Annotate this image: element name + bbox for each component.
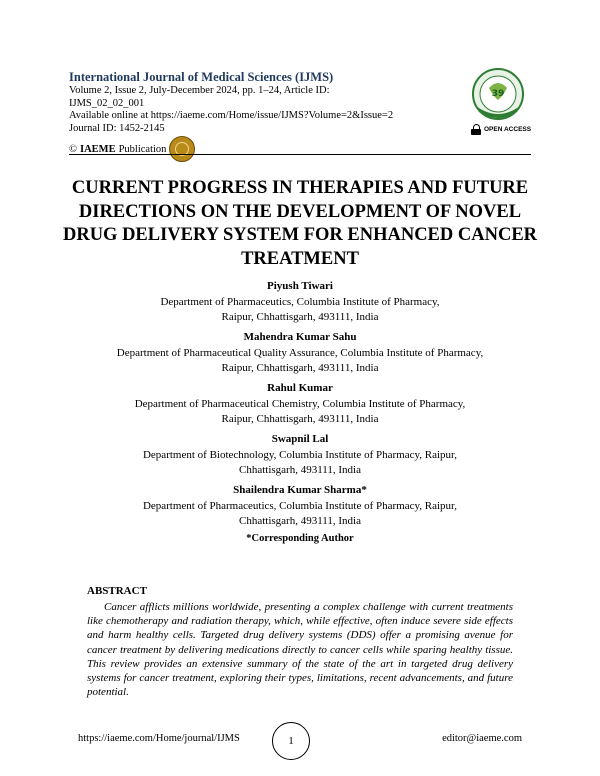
author-block [60,432,540,477]
footer-journal-url[interactable]: https://iaeme.com/Home/journal/IJMS [78,733,240,744]
author-location: Raipur, Chhattisgarh, 493111, India [221,361,379,374]
author-block [60,330,540,375]
journal-id: Journal ID: 1452-2145 [69,122,165,134]
publisher-line [69,136,195,162]
author-name: Piyush Tiwari [267,280,333,292]
journal-header [69,69,399,135]
footer-email[interactable]: editor@iaeme.com [442,733,522,744]
author-location: Raipur, Chhattisgarh, 493111, India [221,310,379,323]
header-divider [69,154,531,155]
lock-icon [471,124,481,135]
author-affiliation: Department of Pharmaceutics, Columbia Institute of Pharmacy, [160,296,440,308]
journal-logo-icon [467,66,529,122]
author-block [60,483,540,528]
author-name: Shailendra Kumar Sharma* [233,484,367,496]
copyright-symbol: © [69,143,77,155]
author-affiliation: Department of Pharmaceutical Quality Assurance, Columbia Institute of Pharmacy, [116,347,484,359]
author-affiliation: Department of Biotechnology, Columbia Institute of Pharmacy, Raipur, [142,449,457,461]
corresponding-author-note: *Corresponding Author [246,533,354,544]
page-number: 1 [272,722,310,760]
author-name: Mahendra Kumar Sahu [243,331,357,343]
author-location: Raipur, Chhattisgarh, 493111, India [221,412,379,425]
paper-title: CURRENT PROGRESS IN THERAPIES AND FUTURE DIRECTIONS ON THE DEVELOPMENT OF NOVEL DRUG DELIVERY SYSTEM FOR ENHANCED CANCER TREATMENT [62,178,538,269]
abstract-heading: ABSTRACT [87,585,147,597]
author-location: Chhattisgarh, 493111, India [239,463,361,476]
open-access-badge [471,124,531,135]
author-list [60,279,540,546]
publisher-suffix: Publication [118,143,167,155]
abstract-section [87,585,513,699]
journal-title: International Journal of Medical Sciences (IJMS) [69,70,334,84]
abstract-text: Cancer afflicts millions worldwide, presenting a complex challenge with current treatments like chemotherapy and radiation therapy, which, while effective, often induce severe side effects and harm healthy cells. Targeted drug delivery systems (DDS) offer a promising avenue for cancer treatment by delivering medications directly to cancer cells while sparing healthy tissue. This review provides an extensive summary of the state of the art in targeted drug delivery systems for cancer treatment, exploring their types, limitations, recent advancements, and future potential. [87,601,513,699]
available-online-line: Available online at https://iaeme.com/Home/issue/IJMS?Volume=2&Issue=2 [69,110,394,121]
publisher-badge-icon [169,136,195,162]
author-block [60,381,540,426]
author-affiliation: Department of Pharmaceutical Chemistry, Columbia Institute of Pharmacy, [134,398,466,410]
author-name: Swapnil Lal [271,433,329,445]
author-block [60,279,540,324]
publisher-brand: IAEME [79,143,116,155]
logo-number: 39 [491,89,505,99]
author-affiliation: Department of Pharmaceutics, Columbia Institute of Pharmacy, Raipur, [142,500,458,512]
volume-line: Volume 2, Issue 2, July-December 2024, pp. 1–24, Article ID: IJMS_02_02_001 [69,85,330,109]
author-location: Chhattisgarh, 493111, India [239,514,361,527]
open-access-label: OPEN ACCESS [484,126,532,133]
author-name: Rahul Kumar [267,382,333,394]
